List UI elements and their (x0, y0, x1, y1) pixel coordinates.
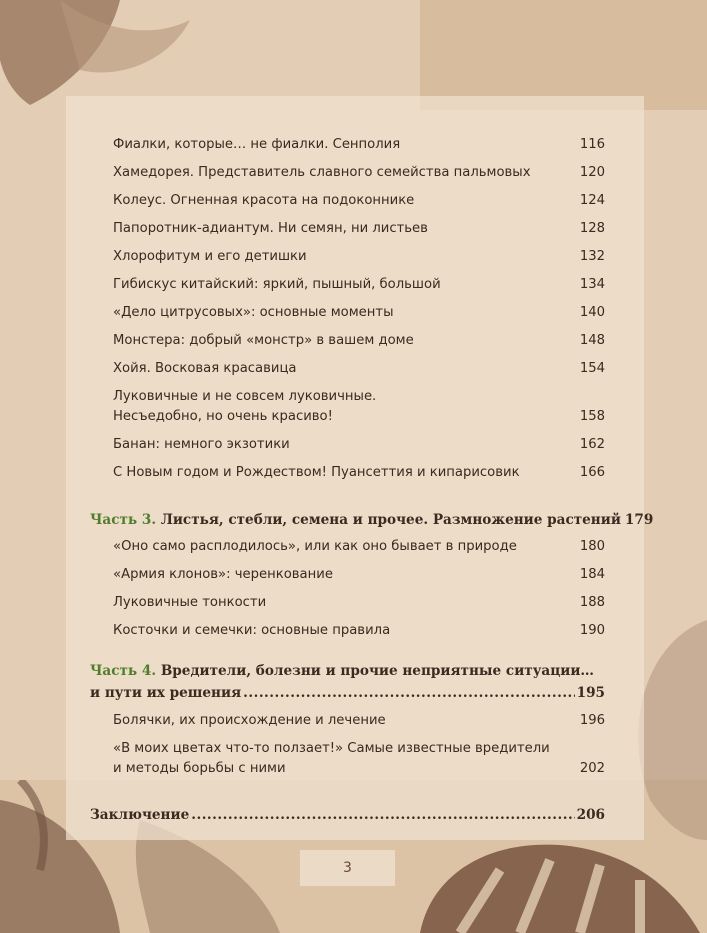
toc-entry-page: 166 (579, 465, 605, 480)
toc-entry-title: Папоротник-адиантум. Ни семян, ни листьев (113, 221, 428, 236)
toc-entry[interactable] (113, 135, 605, 155)
dot-leader (191, 804, 574, 826)
toc-entry-page: 162 (579, 437, 605, 452)
toc-entry-title: Хойя. Восковая красавица (113, 361, 297, 376)
toc-entry[interactable] (113, 565, 605, 585)
toc-entry-title: Гибискус китайский: яркий, пышный, большой (113, 277, 441, 292)
toc-entry[interactable] (113, 537, 605, 557)
toc-entry-page: 154 (579, 361, 605, 376)
toc-entry-page: 190 (579, 623, 605, 638)
toc-entry-title: Хамедорея. Представитель славного семейства пальмовых (113, 165, 531, 180)
part-page: 195 (576, 685, 605, 701)
part-label: Часть 3. (90, 512, 157, 528)
toc-entry-page: 128 (579, 221, 605, 236)
toc-entry-page: 134 (579, 277, 605, 292)
page-number: 3 (300, 850, 395, 886)
toc-entry-title: «Дело цитрусовых»: основные моменты (113, 305, 394, 320)
toc-entry-title: Луковичные тонкости (113, 595, 267, 610)
toc-entry-page: 180 (579, 539, 605, 554)
toc-entry-title: Колеус. Огненная красота на подоконнике (113, 193, 415, 208)
toc-entry[interactable] (113, 621, 605, 641)
toc-part-3[interactable] (90, 509, 654, 531)
toc-entry-page: 202 (579, 761, 605, 776)
toc-entry[interactable] (113, 275, 605, 295)
part-title: Листья, стебли, семена и прочее. Размножение растений (160, 512, 621, 528)
toc-entry-page: 124 (579, 193, 605, 208)
toc-entry[interactable] (113, 711, 605, 731)
toc-entry-page: 132 (579, 249, 605, 264)
toc-entry-title: Фиалки, которые… не фиалки. Сенполия (113, 137, 401, 152)
toc-entry[interactable] (113, 387, 605, 427)
toc-entry-title: Монстера: добрый «монстр» в вашем доме (113, 333, 414, 348)
toc-entry-page: 120 (579, 165, 605, 180)
toc-entry-page: 116 (579, 137, 605, 152)
toc-entry-title: Косточки и семечки: основные правила (113, 623, 391, 638)
toc-entry-title: Банан: немного экзотики (113, 437, 290, 452)
part-label: Часть 4. (90, 663, 157, 679)
toc-entry-page: 196 (579, 713, 605, 728)
toc-entry[interactable] (113, 191, 605, 211)
toc-entry-title: Хлорофитум и его детишки (113, 249, 307, 264)
part-title-line1: Вредители, болезни и прочие неприятные ситуации… (160, 663, 595, 679)
toc-entry-page: 148 (579, 333, 605, 348)
toc-entry-title: Болячки, их происхождение и лечение (113, 713, 386, 728)
toc-entry-title: «Оно само расплодилось», или как оно бывает в природе (113, 539, 517, 554)
conclusion-title: Заключение (90, 807, 190, 823)
toc-entry-page: 158 (579, 409, 605, 424)
toc-entry-title: «Армия клонов»: черенкование (113, 567, 333, 582)
toc-entry[interactable] (113, 303, 605, 323)
toc-conclusion[interactable] (90, 804, 605, 826)
toc-entry[interactable] (113, 163, 605, 183)
toc-entry-title-line1: «В моих цветах что-то ползает!» Самые известные вредители (113, 741, 550, 756)
toc-entry-title: С Новым годом и Рождеством! Пуансеттия и кипарисовик (113, 465, 520, 480)
dot-leader (243, 682, 574, 704)
toc-entry[interactable] (113, 219, 605, 239)
toc-entry[interactable] (113, 359, 605, 379)
toc-entry[interactable] (113, 739, 605, 779)
toc-part-4[interactable] (90, 660, 605, 704)
background-block (420, 0, 707, 110)
toc-entry[interactable] (113, 593, 605, 613)
conclusion-page: 206 (576, 807, 605, 823)
toc-entry-page: 184 (579, 567, 605, 582)
toc-entry[interactable] (113, 247, 605, 267)
toc-entry[interactable] (113, 331, 605, 351)
toc-entry[interactable] (113, 463, 605, 483)
toc-entry-page: 188 (579, 595, 605, 610)
toc-entry-title-line2: Несъедобно, но очень красиво! (113, 409, 333, 424)
toc-entry-title-line2: и методы борьбы с ними (113, 761, 286, 776)
part-page: 179 (624, 512, 654, 528)
toc-entry-page: 140 (579, 305, 605, 320)
toc-entry-title-line1: Луковичные и не совсем луковичные. (113, 389, 377, 404)
part-title-line2: и пути их решения (90, 685, 242, 701)
toc-entry[interactable] (113, 435, 605, 455)
